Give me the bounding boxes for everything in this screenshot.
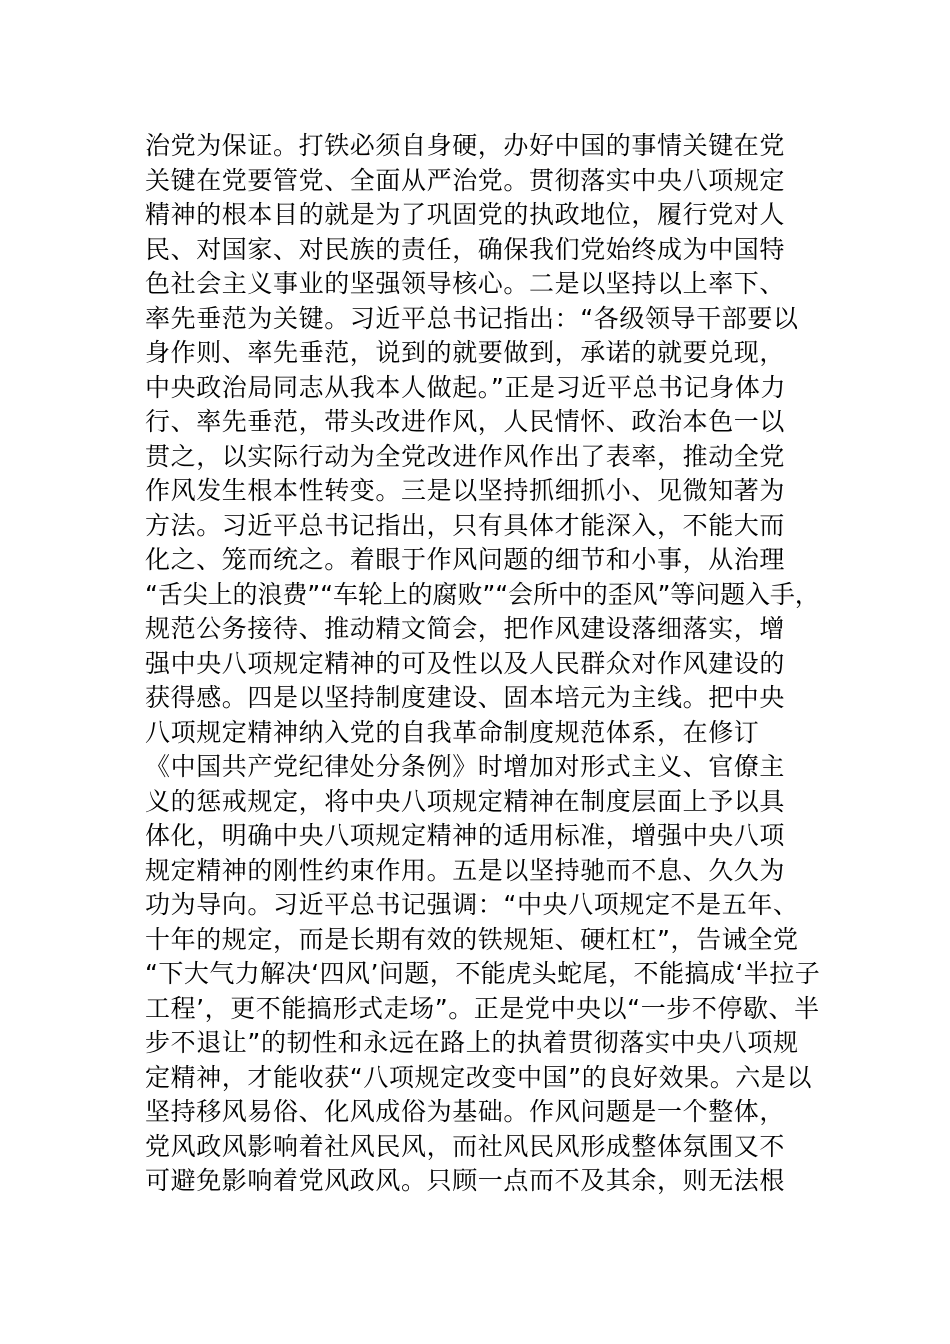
text-line: 作风发生根本性转变。三是以坚持抓细抓小、见微知著为 [145,476,786,505]
text-line: 工程’，更不能搞形式走场”。正是党中央以“一步不停歇、半 [145,993,820,1023]
text-line: 党风政风影响着社风民风，而社风民风形成整体氛围又不 [145,1131,786,1161]
text-line: 体化，明确中央八项规定精神的适用标准，增强中央八项 [145,821,786,850]
text-line: 精神的根本目的就是为了巩固党的执政地位，履行党对人 [145,200,786,229]
text-line: 《中国共产党纪律处分条例》时增加对形式主义、官僚主 [145,752,786,781]
text-line: 关键在党要管党、全面从严治党。贯彻落实中央八项规定 [145,165,786,195]
text-line: 规范公务接待、推动精文简会，把作风建设落细落实，增 [145,614,786,643]
text-line: 坚持移风易俗、化风成俗为基础。作风问题是一个整体， [145,1097,786,1126]
text-line: 贯之，以实际行动为全党改进作风作出了表率，推动全党 [145,441,786,471]
text-line: 化之、笼而统之。着眼于作风问题的细节和小事，从治理 [145,545,786,574]
text-line: 行、率先垂范，带头改进作风，人民情怀、政治本色一以 [145,407,786,436]
text-line: 色社会主义事业的坚强领导核心。二是以坚持以上率下、 [145,269,786,298]
text-line: 义的惩戒规定，将中央八项规定精神在制度层面上予以具 [145,786,786,816]
text-line: 步不退让”的韧性和永远在路上的执着贯彻落实中央八项规 [145,1028,799,1057]
text-line: 规定精神的刚性约束作用。五是以坚持驰而不息、久久为 [145,855,786,885]
text-line: “舌尖上的浪费”“车轮上的腐败”“会所中的歪风”等问题入手， [145,579,820,609]
text-line: 治党为保证。打铁必须自身硬，办好中国的事情关键在党 [145,131,786,160]
text-line: 可避免影响着党风政风。只顾一点而不及其余，则无法根 [145,1166,786,1195]
text-line: 定精神，才能收获“八项规定改变中国”的良好效果。六是以 [145,1062,813,1092]
text-line: 功为导向。习近平总书记强调：“中央八项规定不是五年、 [145,890,799,919]
text-line: 获得感。四是以坚持制度建设、固本培元为主线。把中央 [145,683,786,712]
text-line: “下大气力解决‘四风’问题，不能虎头蛇尾，不能搞成‘半拉子 [145,959,821,988]
text-line: 十年的规定，而是长期有效的铁规矩、硬杠杠”，告诫全党 [145,924,799,954]
text-line: 强中央八项规定精神的可及性以及人民群众对作风建设的 [145,648,786,678]
text-line: 身作则、率先垂范，说到的就要做到，承诺的就要兑现， [145,338,786,367]
text-line: 民、对国家、对民族的责任，确保我们党始终成为中国特 [145,234,786,264]
text-line: 八项规定精神纳入党的自我革命制度规范体系，在修订 [145,717,760,747]
text-line: 方法。习近平总书记指出，只有具体才能深入，不能大而 [145,510,786,540]
body-text [145,129,821,1199]
text-line: 率先垂范为关键。习近平总书记指出：“各级领导干部要以 [145,303,799,333]
text-line: 中央政治局同志从我本人做起。”正是习近平总书记身体力 [145,372,787,402]
